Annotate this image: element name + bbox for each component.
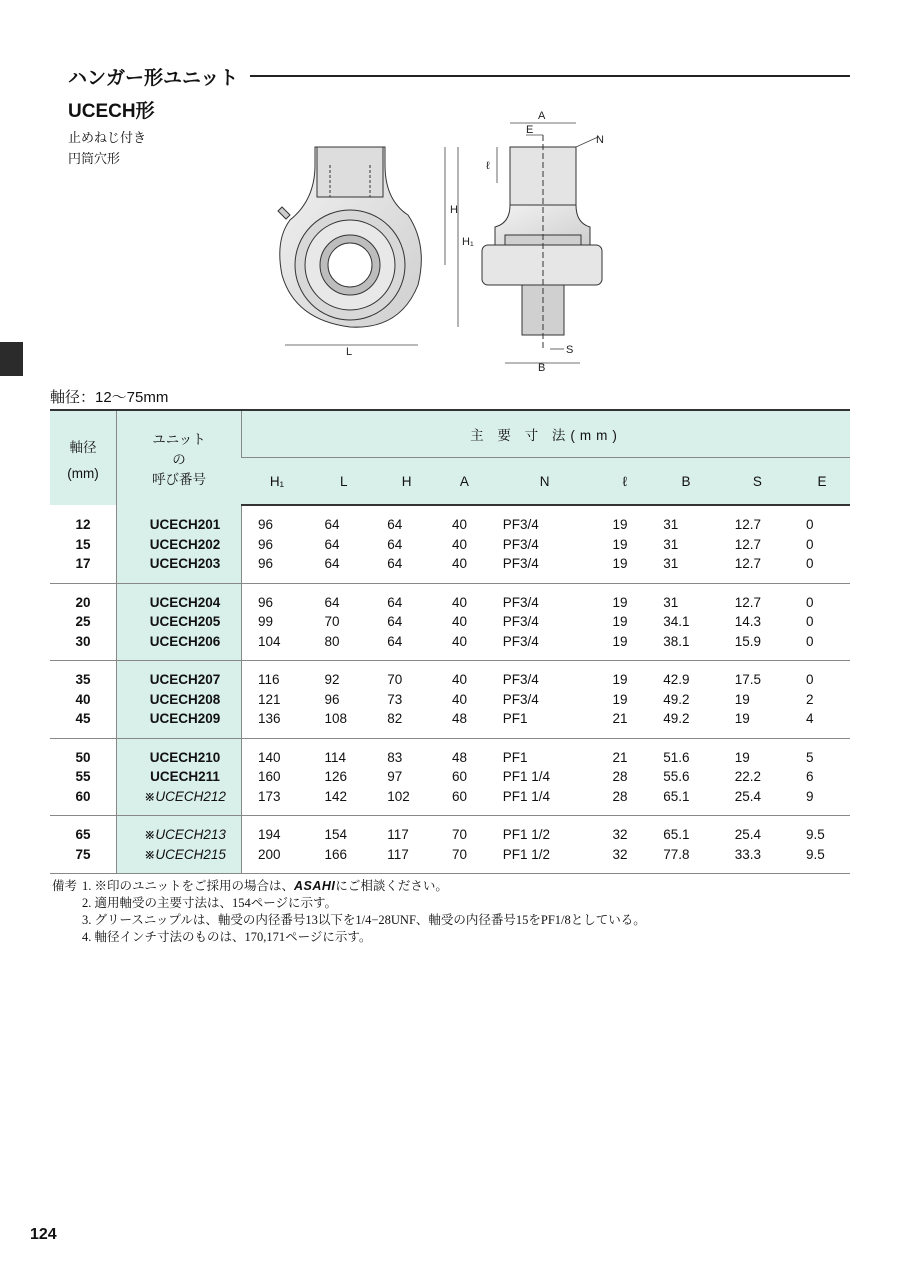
cell-a: 40 (451, 536, 467, 552)
cell-h: 64 (375, 632, 438, 661)
cell-s: 12.7 (721, 554, 794, 583)
note-1: 備考 1. ※印のユニットをご採用の場合は、ASAHIにご相談ください。 (52, 879, 448, 893)
cell-e: 0 (805, 517, 814, 532)
header-col-a: A (438, 458, 491, 506)
cell-h: 64 (375, 554, 438, 583)
dim-label-l-small: ℓ (486, 160, 490, 172)
cell-e: 9.5 (794, 845, 850, 874)
cell-s: 19 (734, 749, 750, 765)
cell-n: PF1 1/4 (502, 769, 550, 784)
title-rule (250, 75, 850, 77)
cell-a: 70 (451, 827, 467, 842)
notes (52, 878, 646, 946)
cell-h: 83 (387, 749, 403, 765)
table-row (50, 535, 850, 555)
cell-b: 42.9 (663, 672, 690, 687)
cell-e: 5 (805, 749, 814, 765)
cell-unit-number: UCECH207 (117, 661, 242, 690)
cell-n: PF1 1/4 (491, 787, 599, 816)
cell-l: 108 (312, 709, 375, 738)
cell-shaft: 17 (50, 554, 117, 583)
dim-label-h1: H₁ (462, 236, 474, 248)
cell-e: 9 (794, 787, 850, 816)
cell-l: 126 (324, 769, 347, 784)
cell-unit-number: ※UCECH215 (117, 845, 242, 874)
cell-h: 64 (387, 517, 403, 532)
table-row (50, 767, 850, 787)
cell-l: 80 (312, 632, 375, 661)
cell-n: PF3/4 (502, 614, 539, 629)
cell-e: 9.5 (805, 827, 825, 842)
cell-a: 70 (438, 845, 491, 874)
header-col-h1: H₁ (242, 458, 313, 506)
cell-l: 19 (612, 614, 628, 629)
cell-n: PF3/4 (502, 517, 539, 532)
cell-s: 19 (721, 709, 794, 738)
cell-shaft: 30 (50, 632, 117, 661)
dim-label-l: L (346, 346, 353, 358)
cell-e: 6 (805, 769, 814, 784)
cell-l: 32 (612, 827, 628, 842)
cell-b: 65.1 (663, 827, 690, 842)
feature-cylindrical-bore: 円筒穴形 (68, 151, 121, 166)
cell-shaft: 50 (75, 749, 91, 765)
cell-h: 82 (375, 709, 438, 738)
cell-unit-number: UCECH206 (117, 632, 242, 661)
cell-shaft: 15 (75, 536, 91, 552)
cell-h1: 96 (242, 554, 313, 583)
cell-s: 15.9 (721, 632, 794, 661)
side-view (482, 135, 602, 350)
cell-a: 40 (438, 632, 491, 661)
table-row (50, 505, 850, 535)
cell-unit-number: UCECH209 (117, 709, 242, 738)
cell-h1: 200 (242, 845, 313, 874)
cell-l: 21 (612, 749, 628, 765)
cell-b: 31 (663, 536, 679, 552)
cell-b: 51.6 (663, 749, 690, 765)
table-row (50, 661, 850, 690)
spec-table-body (50, 505, 850, 874)
cell-h1: 96 (258, 536, 274, 552)
cell-h: 64 (387, 614, 403, 629)
dim-label-b: B (538, 362, 546, 374)
cell-unit-number: UCECH201 (117, 505, 242, 535)
cell-a: 40 (451, 672, 467, 687)
cell-l: 96 (324, 691, 340, 707)
cell-e: 0 (794, 632, 850, 661)
cell-h1: 121 (258, 691, 281, 707)
front-view (278, 147, 421, 327)
cell-l: 19 (612, 691, 628, 707)
cell-h1: 104 (242, 632, 313, 661)
cell-h: 64 (387, 594, 403, 610)
cell-unit-number: UCECH205 (117, 612, 242, 632)
cell-l: 19 (612, 672, 628, 687)
cell-s: 22.2 (734, 769, 762, 784)
asahi-logo: ASAHI (294, 879, 336, 893)
cell-b: 77.8 (651, 845, 721, 874)
table-row (50, 709, 850, 738)
cell-l: 32 (598, 845, 651, 874)
cell-unit-number: UCECH208 (117, 690, 242, 710)
header-col-s: S (721, 458, 794, 506)
cell-unit-number: UCECH202 (117, 535, 242, 555)
cell-h1: 96 (258, 594, 274, 610)
cell-l: 28 (598, 787, 651, 816)
cell-unit-number: ※UCECH213 (117, 816, 242, 845)
cell-a: 60 (438, 787, 491, 816)
page-number: 124 (30, 1226, 57, 1243)
cell-l: 70 (324, 614, 340, 629)
cell-b: 31 (651, 554, 721, 583)
cell-unit-number: UCECH210 (117, 738, 242, 767)
section-tab-marker (0, 342, 23, 376)
header-col-l: L (312, 458, 375, 506)
cell-n: PF3/4 (491, 554, 599, 583)
cell-shaft: 35 (75, 672, 91, 687)
cell-l: 19 (598, 554, 651, 583)
shaft-range-label: 軸径：12〜75mm (50, 389, 169, 406)
cell-h: 73 (387, 691, 403, 707)
cell-a: 48 (438, 709, 491, 738)
cell-b: 49.2 (651, 709, 721, 738)
cell-a: 40 (438, 554, 491, 583)
table-row (50, 738, 850, 767)
dim-label-a: A (538, 110, 546, 122)
cell-l: 28 (612, 769, 628, 784)
cell-h1: 173 (242, 787, 313, 816)
cell-shaft: 60 (50, 787, 117, 816)
spec-table (50, 409, 850, 874)
cell-s: 12.7 (734, 594, 762, 610)
cell-e: 0 (805, 594, 814, 610)
cell-s: 33.3 (721, 845, 794, 874)
cell-n: PF3/4 (502, 691, 539, 707)
cell-n: PF3/4 (502, 536, 539, 552)
cell-l: 21 (598, 709, 651, 738)
cell-n: PF3/4 (491, 632, 599, 661)
cell-shaft: 40 (75, 691, 91, 707)
cell-h1: 116 (258, 672, 280, 687)
cell-s: 19 (734, 691, 750, 707)
cell-h1: 96 (258, 517, 274, 532)
cell-n: PF3/4 (502, 672, 539, 687)
table-row (50, 612, 850, 632)
cell-l: 142 (312, 787, 375, 816)
cell-unit-number: UCECH203 (117, 554, 242, 583)
feature-set-screw: 止めねじ付き (68, 130, 147, 145)
cell-l: 19 (598, 632, 651, 661)
cell-b: 38.1 (651, 632, 721, 661)
header-col-h: H (375, 458, 438, 506)
cell-l: 114 (324, 749, 346, 765)
cell-h1: 99 (258, 614, 274, 629)
cell-l: 166 (312, 845, 375, 874)
cell-l: 64 (324, 536, 340, 552)
header-main-dims: 主 要 寸 法(mm) (242, 410, 851, 458)
dim-label-n: N (596, 134, 604, 146)
table-row (50, 554, 850, 583)
cell-l: 64 (324, 517, 340, 532)
cell-h1: 194 (258, 827, 281, 842)
cell-l: 19 (612, 536, 628, 552)
cell-h: 70 (387, 672, 403, 687)
cell-b: 49.2 (663, 691, 690, 707)
header-col-e: E (794, 458, 850, 506)
cell-l: 19 (612, 594, 628, 610)
cell-s: 12.7 (734, 517, 762, 532)
cell-a: 60 (451, 769, 467, 784)
cell-e: 4 (794, 709, 850, 738)
cell-unit-number: ※UCECH212 (117, 787, 242, 816)
dim-label-s: S (566, 344, 574, 356)
note-3: 3. グリースニップルは、軸受の内径番号13以下を1/4−28UNF、軸受の内径番号15をPF1/8としている。 (82, 913, 646, 927)
cell-n: PF1 (502, 749, 528, 765)
cell-h: 64 (387, 536, 403, 552)
cell-shaft: 65 (75, 827, 91, 842)
cell-a: 48 (451, 749, 467, 765)
cell-l: 64 (324, 594, 340, 610)
cell-shaft: 25 (75, 614, 91, 629)
cell-n: PF1 1/2 (502, 827, 550, 842)
note-4: 4. 軸径インチ寸法のものは、170,171ページに示す。 (82, 930, 372, 944)
technical-drawing (260, 105, 610, 375)
cell-b: 65.1 (651, 787, 721, 816)
cell-l: 64 (312, 554, 375, 583)
cell-a: 40 (451, 517, 467, 532)
cell-b: 31 (663, 594, 679, 610)
cell-e: 0 (805, 672, 814, 687)
dim-label-e: E (526, 124, 534, 136)
table-row (50, 787, 850, 816)
header-col-b: B (651, 458, 721, 506)
cell-e: 0 (805, 614, 814, 629)
cell-h: 117 (375, 845, 438, 874)
cell-shaft: 45 (50, 709, 117, 738)
cell-n: PF1 1/2 (491, 845, 599, 874)
cell-b: 55.6 (663, 769, 690, 784)
table-row (50, 583, 850, 612)
cell-l: 19 (612, 517, 628, 532)
cell-unit-number: UCECH204 (117, 583, 242, 612)
table-row (50, 816, 850, 845)
table-row (50, 845, 850, 874)
cell-l: 154 (324, 827, 347, 842)
table-row (50, 690, 850, 710)
cell-h: 117 (387, 827, 409, 842)
header-col-n: N (491, 458, 599, 506)
cell-b: 31 (663, 517, 679, 532)
cell-n: PF1 (491, 709, 599, 738)
cell-h: 97 (387, 769, 403, 784)
cell-shaft: 75 (50, 845, 117, 874)
model-title: UCECH形 (68, 101, 155, 122)
cell-a: 40 (451, 594, 467, 610)
header-unit: ユニット の 呼び番号 (117, 410, 242, 505)
cell-b: 34.1 (663, 614, 690, 629)
cell-s: 25.4 (721, 787, 794, 816)
cell-n: PF3/4 (502, 594, 539, 610)
cell-h1: 160 (258, 769, 281, 784)
cell-e: 0 (794, 554, 850, 583)
table-row (50, 632, 850, 661)
cell-s: 12.7 (734, 536, 762, 552)
cell-h1: 140 (258, 749, 281, 765)
cell-e: 0 (805, 536, 814, 552)
cell-h1: 136 (242, 709, 313, 738)
cell-s: 25.4 (734, 827, 762, 842)
header-shaft: 軸径 (mm) (50, 410, 117, 505)
dim-label-h: H (450, 204, 458, 216)
cell-shaft: 20 (75, 594, 91, 610)
title-row (68, 64, 850, 88)
cell-h: 102 (375, 787, 438, 816)
cell-a: 40 (451, 691, 467, 707)
header-col-ell: ℓ (598, 458, 651, 506)
cell-shaft: 12 (75, 516, 91, 532)
page-title: ハンガー形ユニット (68, 67, 239, 89)
cell-s: 17.5 (734, 672, 762, 687)
cell-e: 2 (805, 691, 814, 707)
cell-unit-number: UCECH211 (117, 767, 242, 787)
cell-a: 40 (451, 614, 467, 629)
cell-l: 92 (324, 672, 340, 687)
cell-s: 14.3 (734, 614, 762, 629)
cell-shaft: 55 (75, 769, 91, 784)
note-2: 2. 適用軸受の主要寸法は、154ページに示す。 (82, 896, 338, 910)
